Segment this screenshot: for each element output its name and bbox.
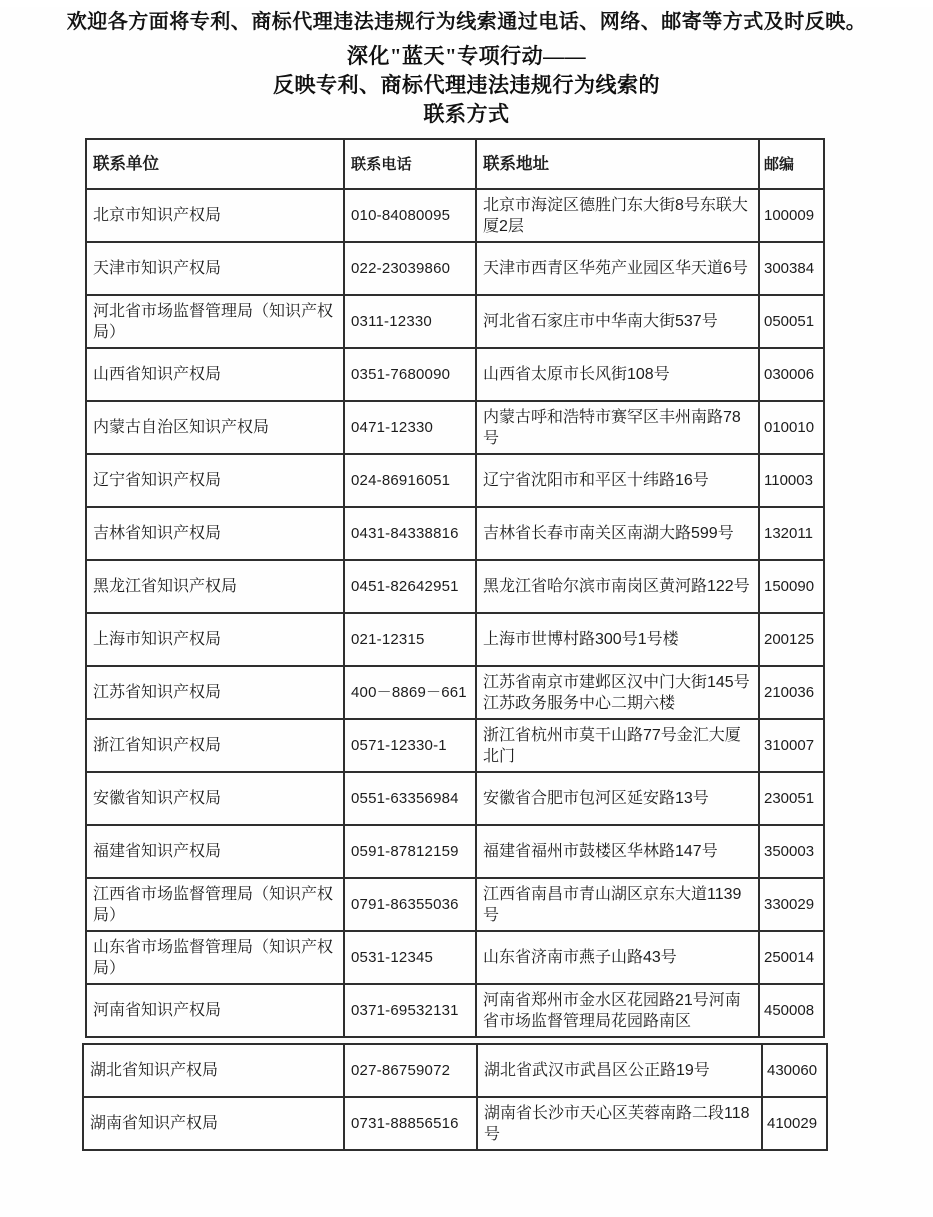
cell-zip: 010010 <box>759 401 824 454</box>
cell-phone: 027-86759072 <box>344 1044 477 1097</box>
cell-address: 福建省福州市鼓楼区华林路147号 <box>476 825 759 878</box>
column-header-unit: 联系单位 <box>86 139 344 189</box>
table-row <box>86 560 824 613</box>
cell-phone: 0571-12330-1 <box>344 719 476 772</box>
cell-address: 内蒙古呼和浩特市赛罕区丰州南路78号 <box>476 401 759 454</box>
cell-zip: 330029 <box>759 878 824 931</box>
column-header-phone: 联系电话 <box>344 139 476 189</box>
cell-unit: 湖北省知识产权局 <box>83 1044 344 1097</box>
cell-unit: 上海市知识产权局 <box>86 613 344 666</box>
cell-address: 湖南省长沙市天心区芙蓉南路二段118号 <box>477 1097 762 1150</box>
cell-unit: 北京市知识产权局 <box>86 189 344 242</box>
title-line-3: 联系方式 <box>423 102 510 126</box>
cell-phone: 0551-63356984 <box>344 772 476 825</box>
title-line-1: 深化"蓝天"专项行动—— <box>346 44 587 68</box>
cell-unit: 江西省市场监督管理局（知识产权局） <box>86 878 344 931</box>
cell-unit: 内蒙古自治区知识产权局 <box>86 401 344 454</box>
cell-phone: 0311-12330 <box>344 295 476 348</box>
cell-phone: 0451-82642951 <box>344 560 476 613</box>
table-row <box>86 772 824 825</box>
cell-address: 安徽省合肥市包河区延安路13号 <box>476 772 759 825</box>
cell-address: 河北省石家庄市中华南大街537号 <box>476 295 759 348</box>
cell-zip: 200125 <box>759 613 824 666</box>
cell-zip: 050051 <box>759 295 824 348</box>
document-title <box>0 42 933 129</box>
cell-unit: 浙江省知识产权局 <box>86 719 344 772</box>
cell-address: 江苏省南京市建邺区汉中门大街145号江苏政务服务中心二期六楼 <box>476 666 759 719</box>
cell-unit: 辽宁省知识产权局 <box>86 454 344 507</box>
cell-phone: 0531-12345 <box>344 931 476 984</box>
table-row <box>83 1044 827 1097</box>
document-page <box>0 7 933 1217</box>
table-row <box>86 666 824 719</box>
cell-phone: 0371-69532131 <box>344 984 476 1037</box>
cell-address: 山西省太原市长风街108号 <box>476 348 759 401</box>
table-row <box>86 984 824 1037</box>
table-row <box>86 931 824 984</box>
cell-zip: 410029 <box>762 1097 827 1150</box>
table-row <box>86 507 824 560</box>
contact-table <box>85 138 825 1038</box>
cell-unit: 吉林省知识产权局 <box>86 507 344 560</box>
table-row <box>86 242 824 295</box>
cell-zip: 450008 <box>759 984 824 1037</box>
cell-phone: 400－8869－661 <box>344 666 476 719</box>
cell-unit: 湖南省知识产权局 <box>83 1097 344 1150</box>
contact-table-body <box>86 189 824 1037</box>
table-row <box>86 613 824 666</box>
cell-phone: 022-23039860 <box>344 242 476 295</box>
table-row <box>86 401 824 454</box>
cell-address: 浙江省杭州市莫干山路77号金汇大厦北门 <box>476 719 759 772</box>
cell-address: 吉林省长春市南关区南湖大路599号 <box>476 507 759 560</box>
table-row <box>86 348 824 401</box>
cell-zip: 300384 <box>759 242 824 295</box>
title-line-2: 反映专利、商标代理违法违规行为线索的 <box>273 73 660 97</box>
cell-address: 黑龙江省哈尔滨市南岗区黄河路122号 <box>476 560 759 613</box>
cell-zip: 250014 <box>759 931 824 984</box>
cell-unit: 黑龙江省知识产权局 <box>86 560 344 613</box>
table-row <box>86 454 824 507</box>
cell-phone: 0471-12330 <box>344 401 476 454</box>
cell-address: 河南省郑州市金水区花园路21号河南省市场监督管理局花园路南区 <box>476 984 759 1037</box>
cell-phone: 024-86916051 <box>344 454 476 507</box>
cell-unit: 天津市知识产权局 <box>86 242 344 295</box>
cell-unit: 山西省知识产权局 <box>86 348 344 401</box>
column-header-zip: 邮编 <box>759 139 824 189</box>
table-row <box>86 878 824 931</box>
cell-phone: 0431-84338816 <box>344 507 476 560</box>
cell-phone: 021-12315 <box>344 613 476 666</box>
table-row <box>83 1097 827 1150</box>
cell-phone: 0791-86355036 <box>344 878 476 931</box>
intro-paragraph: 欢迎各方面将专利、商标代理违法违规行为线索通过电话、网络、邮寄等方式及时反映。 <box>66 11 867 33</box>
cell-address: 上海市世博村路300号1号楼 <box>476 613 759 666</box>
column-header-address: 联系地址 <box>476 139 759 189</box>
cell-address: 天津市西青区华苑产业园区华天道6号 <box>476 242 759 295</box>
cell-address: 辽宁省沈阳市和平区十纬路16号 <box>476 454 759 507</box>
cell-unit: 山东省市场监督管理局（知识产权局） <box>86 931 344 984</box>
cell-unit: 福建省知识产权局 <box>86 825 344 878</box>
cell-phone: 010-84080095 <box>344 189 476 242</box>
cell-zip: 030006 <box>759 348 824 401</box>
cell-phone: 0591-87812159 <box>344 825 476 878</box>
cell-zip: 310007 <box>759 719 824 772</box>
cell-zip: 110003 <box>759 454 824 507</box>
table-row <box>86 189 824 242</box>
contact-table-continued <box>82 1043 828 1151</box>
cell-zip: 350003 <box>759 825 824 878</box>
cell-address: 江西省南昌市青山湖区京东大道1139号 <box>476 878 759 931</box>
table-row <box>86 719 824 772</box>
cell-zip: 132011 <box>759 507 824 560</box>
cell-zip: 210036 <box>759 666 824 719</box>
cell-address: 北京市海淀区德胜门东大街8号东联大厦2层 <box>476 189 759 242</box>
cell-unit: 河北省市场监督管理局（知识产权局） <box>86 295 344 348</box>
cell-phone: 0351-7680090 <box>344 348 476 401</box>
contact-table-continued-body <box>83 1044 827 1150</box>
cell-address: 湖北省武汉市武昌区公正路19号 <box>477 1044 762 1097</box>
cell-zip: 430060 <box>762 1044 827 1097</box>
table-row <box>86 825 824 878</box>
cell-zip: 150090 <box>759 560 824 613</box>
cell-zip: 230051 <box>759 772 824 825</box>
table-header-row <box>86 139 824 189</box>
cell-zip: 100009 <box>759 189 824 242</box>
cell-unit: 安徽省知识产权局 <box>86 772 344 825</box>
cell-unit: 河南省知识产权局 <box>86 984 344 1037</box>
cell-unit: 江苏省知识产权局 <box>86 666 344 719</box>
table-row <box>86 295 824 348</box>
cell-phone: 0731-88856516 <box>344 1097 477 1150</box>
cell-address: 山东省济南市燕子山路43号 <box>476 931 759 984</box>
